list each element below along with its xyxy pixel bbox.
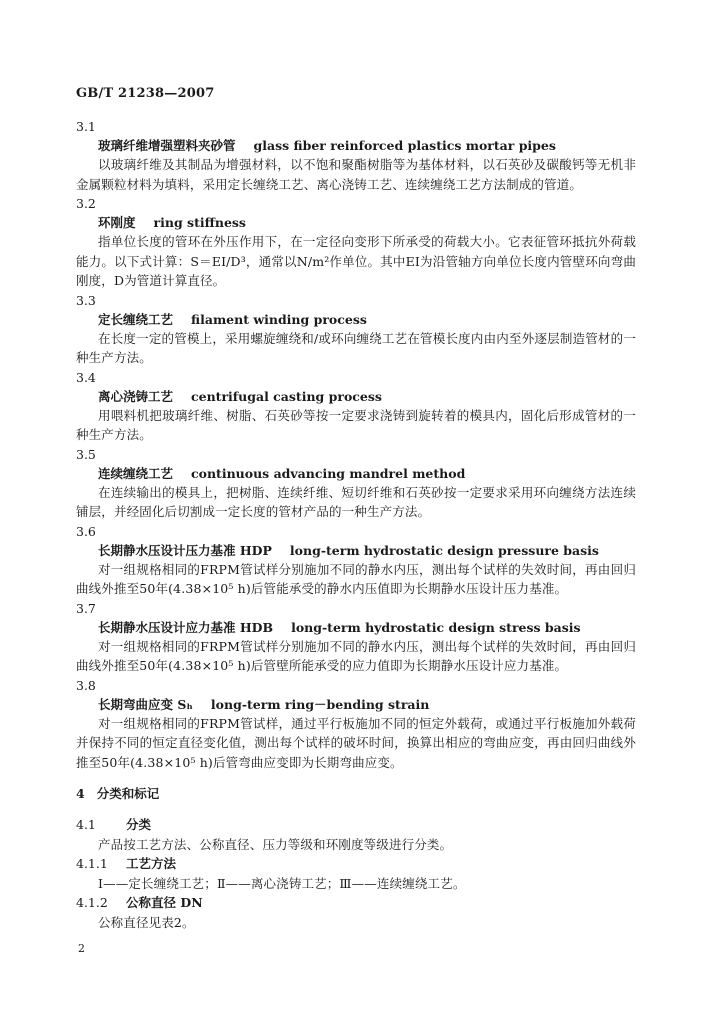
term-title: [76, 310, 636, 329]
clause-number: 3.8: [76, 677, 96, 693]
standard-number-header: GB/T 21238—2007: [76, 86, 215, 101]
clause-number: 3.6: [76, 523, 96, 539]
section-number: 4: [76, 786, 85, 801]
term-english: long-term hydrostatic design pressure basis: [289, 542, 599, 558]
term-english: ring stiffness: [153, 215, 246, 230]
clause-number: 4.1.2: [76, 895, 108, 910]
term-english: long-term ring－bending strain: [210, 696, 430, 712]
clause-title: 工艺方法: [126, 856, 177, 871]
term-definition: 对一组规格相同的FRPM管试样，通过平行板施加不同的恒定外载荷，或通过平行板施加外载荷并保持不同的恒定直径变化值，测出每个试样的破坏时间，换算出相应的弯曲应变，再由回归曲线外推至50年(4.38×10⁵ h)后管弯曲应变即为长期弯曲应变。: [76, 715, 636, 770]
clause-number: 3.1: [76, 119, 96, 134]
term-chinese: 定长缠绕工艺: [98, 311, 174, 327]
term-chinese: 连续缠绕工艺: [98, 465, 174, 481]
clause-number: 3.2: [76, 196, 96, 211]
clause-title: 分类: [126, 817, 152, 832]
term-title: [76, 695, 636, 714]
term-chinese: 长期弯曲应变 Sₕ: [98, 696, 193, 712]
clause-text: 公称直径见表2。: [98, 914, 195, 930]
term-definition: 以玻璃纤维及其制品为增强材料，以不饱和聚酯树脂等为基体材料，以石英砂及碳酸钙等无机非金属颗粒材料为填料，采用定长缠绕工艺、离心浇铸工艺、连续缠绕工艺方法制成的管道。: [76, 157, 636, 192]
term-chinese: 玻璃纤维增强塑料夹砂管: [98, 138, 236, 153]
term-chinese: 长期静水压设计应力基准 HDB: [98, 619, 274, 635]
term-title: [76, 541, 636, 560]
page-number: 2: [78, 942, 85, 955]
term-definition: 在连续输出的模具上，把树脂、连续纤维、短切纤维和石英砂按一定要求采用环向缠绕方法连续铺层，并经固化后切割成一定长度的管材产品的一种生产方法。: [76, 484, 636, 519]
term-english: glass fiber reinforced plastics mortar pipes: [253, 138, 556, 153]
term-definition: 对一组规格相同的FRPM管试样分别施加不同的静水内压，测出每个试样的失效时间，再由回归曲线外推至50年(4.38×10⁵ h)后管能承受的静水内压值即为长期静水压设计压力基准。: [76, 561, 636, 596]
clause-number: 3.3: [76, 292, 96, 308]
term-title: [76, 136, 636, 155]
term-title: [76, 213, 636, 232]
term-title: [76, 387, 636, 406]
term-definition: 在长度一定的管模上，采用螺旋缠绕和/或环向缠绕工艺在管模长度内由内至外逐层制造管材的一种生产方法。: [76, 330, 636, 365]
clause-text: 产品按工艺方法、公称直径、压力等级和环刚度等级进行分类。: [98, 836, 453, 852]
clause-heading: [76, 854, 636, 874]
section-heading: [76, 784, 636, 803]
term-chinese: 长期静水压设计压力基准 HDP: [98, 542, 272, 558]
clause-number: 3.4: [76, 369, 96, 385]
clause-title: 公称直径 DN: [126, 895, 203, 910]
spacer: [76, 772, 636, 784]
term-title: [76, 464, 636, 483]
term-definition: 指单位长度的管环在外压作用下，在一定径向变形下所承受的荷载大小。它表征管环抵抗外荷载能力。以下式计算：S＝EI/D³，通常以N/m²作单位。其中EI为沿管轴方向单位长度内管壁环向弯曲刚度，D为管道计算直径。: [76, 234, 636, 288]
term-english: filament winding process: [191, 311, 367, 327]
clause-heading: [76, 893, 636, 913]
term-definition: 对一组规格相同的FRPM管试样分别施加不同的静水内压，测出每个试样的失效时间，再由回归曲线外推至50年(4.38×10⁵ h)后管壁所能承受的应力值即为长期静水压设计应力基准。: [76, 638, 636, 673]
spacer: [76, 803, 636, 815]
term-chinese: 离心浇铸工艺: [98, 388, 174, 404]
document-body: [76, 117, 636, 932]
clause-number: 3.5: [76, 446, 96, 462]
clause-number: 3.7: [76, 600, 96, 616]
term-english: centrifugal casting process: [191, 388, 382, 404]
term-english: continuous advancing mandrel method: [191, 465, 466, 481]
clause-number: 4.1: [76, 817, 96, 832]
section-title: 分类和标记: [96, 786, 160, 801]
term-definition: 用喂料机把玻璃纤维、树脂、石英砂等按一定要求浇铸到旋转着的模具内，固化后形成管材的一种生产方法。: [76, 407, 636, 442]
clause-number: 4.1.1: [76, 856, 108, 871]
term-english: long-term hydrostatic design stress basis: [291, 619, 581, 635]
term-title: [76, 618, 636, 637]
term-chinese: 环刚度: [98, 215, 136, 230]
clause-heading: [76, 815, 636, 835]
clause-text: Ⅰ——定长缠绕工艺；Ⅱ——离心浇铸工艺；Ⅲ——连续缠绕工艺。: [98, 875, 466, 891]
